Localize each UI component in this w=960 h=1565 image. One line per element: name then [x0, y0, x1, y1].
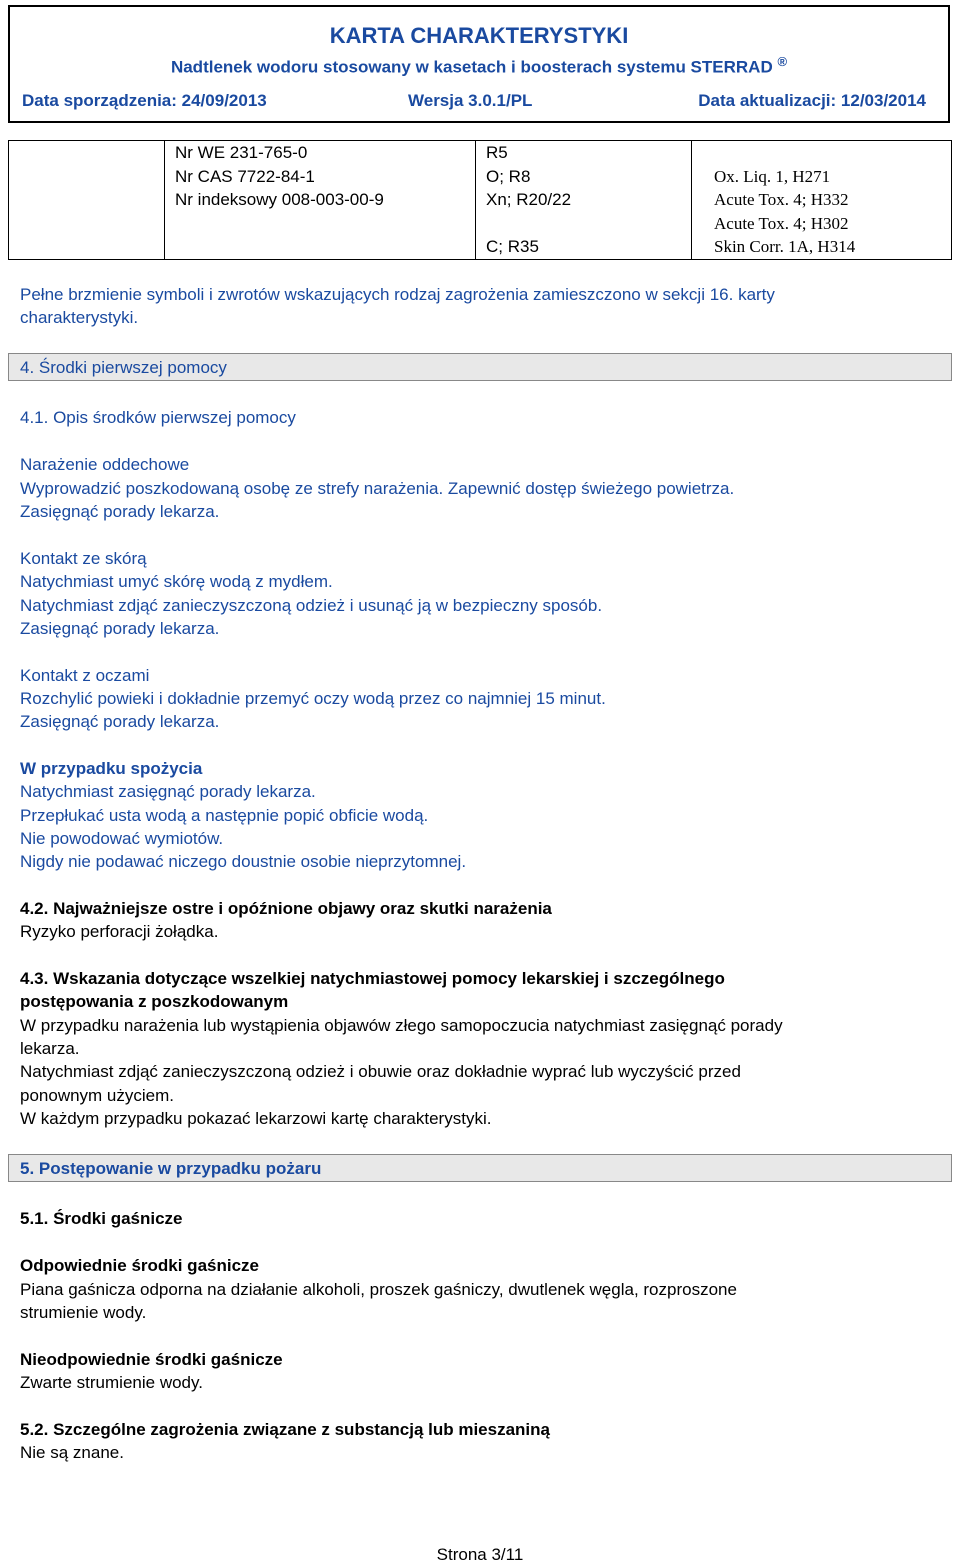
- unsuitable-media-heading: Nieodpowiednie środki gaśnicze: [20, 1350, 283, 1369]
- suitable-media-line: Piana gaśnicza odporna na działanie alkoholi, proszek gaśniczy, dwutlenek węgla, rozproszone: [20, 1280, 737, 1299]
- suitable-media-heading: Odpowiednie środki gaśnicze: [20, 1256, 259, 1275]
- ingestion-line: Nigdy nie podawać niczego doustnie osobie nieprzytomnej.: [20, 852, 467, 871]
- ingestion-line: Natychmiast zasięgnąć porady lekarza.: [20, 782, 316, 801]
- treatment-line: W każdym przypadku pokazać lekarzowi kartę charakterystyki.: [20, 1109, 492, 1128]
- classification-line: C; R35: [486, 237, 539, 256]
- identifier-line: Nr indeksowy 008-003-00-9: [175, 190, 384, 209]
- ingestion-heading: W przypadku spożycia: [20, 759, 203, 778]
- document-title: KARTA CHARAKTERYSTYKI: [329, 23, 629, 48]
- inhalation-line: Zasięgnąć porady lekarza.: [20, 502, 220, 521]
- classification-line: Ox. Liq. 1, H271: [714, 166, 831, 186]
- subsection-4-3-title: 4.3. Wskazania dotyczące wszelkiej natychmiastowej pomocy lekarskiej i szczególnego: [20, 969, 725, 988]
- identifiers-cell: [165, 141, 476, 260]
- update-date: Data aktualizacji: 12/03/2014: [698, 91, 926, 110]
- table-row: [9, 141, 952, 260]
- skin-heading: Kontakt ze skórą: [20, 549, 147, 568]
- unsuitable-media-line: Zwarte strumienie wody.: [20, 1373, 203, 1392]
- special-hazards-line: Nie są znane.: [20, 1443, 124, 1462]
- ingestion-line: Nie powodować wymiotów.: [20, 829, 224, 848]
- classification-line: [486, 212, 691, 236]
- clp-classification-cell: [692, 141, 952, 260]
- subsection-4-3-title: postępowania z poszkodowanym: [20, 992, 289, 1011]
- document-header: [8, 5, 950, 123]
- inhalation-line: Wyprowadzić poszkodowaną osobę ze strefy narażenia. Zapewnić dostęp świeżego powietrza.: [20, 479, 735, 498]
- product-name: [10, 54, 948, 78]
- subsection-5-1-title: 5.1. Środki gaśnicze: [20, 1209, 183, 1228]
- page-number: Strona 3/11: [436, 1545, 524, 1564]
- treatment-line: Natychmiast zdjąć zanieczyszczoną odzież i obuwie oraz dokładnie wyprać lub wyczyścić przed: [20, 1062, 741, 1081]
- skin-line: Natychmiast zdjąć zanieczyszczoną odzież i usunąć ją w bezpieczny sposób.: [20, 596, 603, 615]
- ingestion-line: Przepłukać usta wodą a następnie popić obficie wodą.: [20, 806, 429, 825]
- classification-line: Acute Tox. 4; H332: [714, 190, 849, 209]
- table-cell-empty: [9, 141, 165, 260]
- product-name-text: Nadtlenek wodoru stosowany w kasetach i boosterach systemu STERRAD: [170, 57, 773, 77]
- eyes-heading: Kontakt z oczami: [20, 666, 150, 685]
- skin-line: Zasięgnąć porady lekarza.: [20, 619, 220, 638]
- classification-line: [714, 141, 951, 165]
- classification-line: Acute Tox. 4; H302: [714, 213, 849, 233]
- section-5-bar: [8, 1154, 952, 1182]
- classification-line: Xn; R20/22: [486, 190, 572, 209]
- classification-line: Skin Corr. 1A, H314: [714, 237, 856, 256]
- hazard-note: Pełne brzmienie symboli i zwrotów wskazujących rodzaj zagrożenia zamieszczono w sekcji 16. karty: [20, 285, 775, 304]
- treatment-line: lekarza.: [20, 1039, 80, 1058]
- skin-line: Natychmiast umyć skórę wodą z mydłem.: [20, 572, 333, 591]
- classification-line: O; R8: [486, 166, 531, 186]
- treatment-line: W przypadku narażenia lub wystąpienia objawów złego samopoczucia natychmiast zasięgnąć porady: [20, 1016, 783, 1035]
- dsd-classification-cell: [476, 141, 692, 260]
- registered-mark: ®: [777, 54, 788, 69]
- classification-line: R5: [486, 143, 508, 162]
- symptoms-line: Ryzyko perforacji żołądka.: [20, 922, 219, 941]
- subsection-4-2-title: 4.2. Najważniejsze ostre i opóźnione objawy oraz skutki narażenia: [20, 899, 552, 918]
- hazard-note: charakterystyki.: [20, 308, 139, 327]
- version-label: Wersja 3.0.1/PL: [408, 91, 533, 110]
- section-5-title: 5. Postępowanie w przypadku pożaru: [20, 1159, 322, 1178]
- identifier-line: Nr WE 231-765-0: [175, 143, 308, 162]
- section-4-title: 4. Środki pierwszej pomocy: [20, 358, 227, 377]
- section-4-bar: [8, 353, 952, 381]
- preparation-date: Data sporządzenia: 24/09/2013: [22, 91, 267, 110]
- suitable-media-line: strumienie wody.: [20, 1303, 147, 1322]
- treatment-line: ponownym użyciem.: [20, 1086, 175, 1105]
- subsection-4-1-title: 4.1. Opis środków pierwszej pomocy: [20, 408, 296, 427]
- composition-table: [8, 140, 952, 260]
- identifier-line: Nr CAS 7722-84-1: [175, 166, 315, 186]
- eyes-line: Zasięgnąć porady lekarza.: [20, 712, 220, 731]
- inhalation-heading: Narażenie oddechowe: [20, 455, 190, 474]
- subsection-5-2-title: 5.2. Szczególne zagrożenia związane z substancją lub mieszaniną: [20, 1420, 550, 1439]
- eyes-line: Rozchylić powieki i dokładnie przemyć oczy wodą przez co najmniej 15 minut.: [20, 689, 606, 708]
